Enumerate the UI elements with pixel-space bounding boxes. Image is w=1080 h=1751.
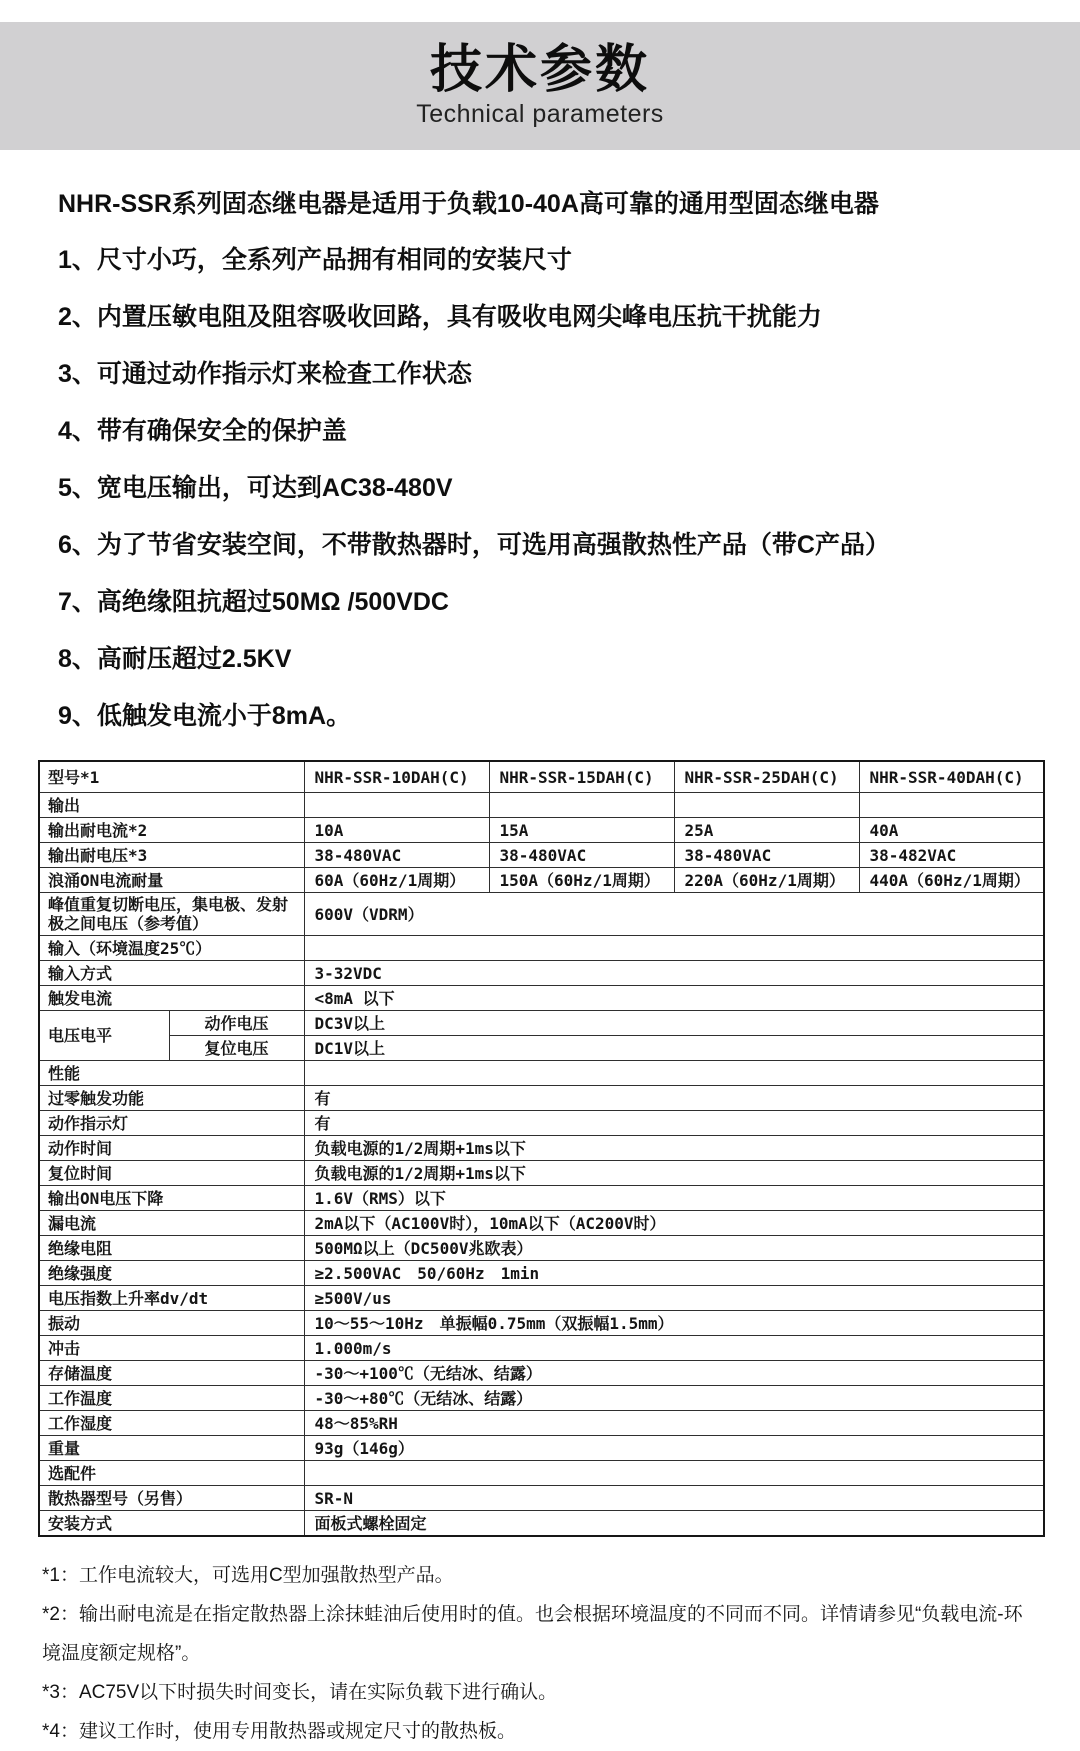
feature-item-9: 9、低触发电流小于8mA。 [58,702,352,730]
spec-label: 工作温度 [39,1386,304,1411]
spec-label: 电压电平 [39,1011,169,1061]
feature-list [58,247,1022,729]
spec-label: 型号*1 [39,761,304,793]
table-row [39,893,1044,936]
page-subtitle: Technical parameters [416,100,664,129]
footnote-3: *3：AC75V以下时损失时间变长，请在实际负载下进行确认。 [42,1682,558,1703]
table-row [39,1261,1044,1286]
spec-label: 输入方式 [39,961,304,986]
spec-value: 有 [304,1111,1044,1136]
table-row [39,1361,1044,1386]
table-row [39,1286,1044,1311]
feature-item-4: 4、带有确保安全的保护盖 [58,417,347,445]
table-row [39,868,1044,893]
spec-empty-cell [489,793,674,818]
page-title: 技术参数 [429,40,650,99]
table-row [39,818,1044,843]
table-row [39,1486,1044,1511]
footnote-4: *4：建议工作时，使用专用散热器或规定尺寸的散热板。 [42,1721,516,1742]
table-row [39,761,1044,793]
spec-label: 输出ON电压下降 [39,1186,304,1211]
spec-label: 绝缘电阻 [39,1236,304,1261]
spec-value: ≥2.500VAC 50/60Hz 1min [304,1261,1044,1286]
spec-value: 10～55～10Hz 单振幅0.75mm（双振幅1.5mm） [304,1311,1044,1336]
feature-item-3: 3、可通过动作指示灯来检查工作状态 [58,360,472,388]
feature-item-1: 1、尺寸小巧，全系列产品拥有相同的安装尺寸 [58,246,572,274]
spec-empty-cell [859,793,1044,818]
spec-value: 2mA以下（AC100V时），10mA以下（AC200V时） [304,1211,1044,1236]
spec-value: 38-480VAC [489,843,674,868]
spec-label: 触发电流 [39,986,304,1011]
spec-value: 500MΩ以上（DC500V兆欧表） [304,1236,1044,1261]
spec-label: 安装方式 [39,1511,304,1537]
table-row [39,1461,1044,1486]
spec-label: 输出耐电流*2 [39,818,304,843]
spec-value: 面板式螺栓固定 [304,1511,1044,1537]
spec-model: NHR-SSR-15DAH(C) [489,761,674,793]
table-row [39,843,1044,868]
spec-value: <8mA 以下 [304,986,1044,1011]
table-row [39,1086,1044,1111]
feature-item-2: 2、内置压敏电阻及阻容吸收回路，具有吸收电网尖峰电压抗干扰能力 [58,303,822,331]
spec-label: 峰值重复切断电压，集电极、发射极之间电压（参考值） [39,893,304,936]
spec-model: NHR-SSR-10DAH(C) [304,761,489,793]
spec-label: 复位时间 [39,1161,304,1186]
spec-value: DC1V以上 [304,1036,1044,1061]
spec-value: DC3V以上 [304,1011,1044,1036]
spec-label: 输出耐电压*3 [39,843,304,868]
spec-value: 38-482VAC [859,843,1044,868]
title-banner [0,22,1080,150]
table-row [39,1386,1044,1411]
spec-label: 存储温度 [39,1361,304,1386]
spec-label: 冲击 [39,1336,304,1361]
spec-empty-cell [304,793,489,818]
spec-value: 60A（60Hz/1周期） [304,868,489,893]
spec-value: 38-480VAC [674,843,859,868]
spec-value [304,1461,1044,1486]
spec-value: 40A [859,818,1044,843]
table-row [39,936,1044,961]
spec-label: 过零触发功能 [39,1086,304,1111]
spec-model: NHR-SSR-25DAH(C) [674,761,859,793]
spec-label: 性能 [39,1061,304,1086]
spec-label: 绝缘强度 [39,1261,304,1286]
spec-section-label: 输出 [39,793,304,818]
table-row [39,961,1044,986]
feature-item-7: 7、高绝缘阻抗超过50MΩ /500VDC [58,588,449,616]
spec-value: 150A（60Hz/1周期） [489,868,674,893]
spec-label: 动作时间 [39,1136,304,1161]
spec-value: 440A（60Hz/1周期） [859,868,1044,893]
spec-value: 15A [489,818,674,843]
intro-text: NHR-SSR系列固态继电器是适用于负载10-40A高可靠的通用型固态继电器 [58,190,879,218]
spec-value: 1.6V（RMS）以下 [304,1186,1044,1211]
table-row [39,1036,1044,1061]
spec-label: 重量 [39,1436,304,1461]
spec-value: 38-480VAC [304,843,489,868]
spec-value: -30～+80℃（无结冰、结露） [304,1386,1044,1411]
spec-value: ≥500V/us [304,1286,1044,1311]
table-row [39,1186,1044,1211]
spec-value: 10A [304,818,489,843]
spec-value: 负载电源的1/2周期+1ms以下 [304,1136,1044,1161]
table-row [39,986,1044,1011]
spec-value: 93g（146g） [304,1436,1044,1461]
spec-label: 工作湿度 [39,1411,304,1436]
table-row [39,1136,1044,1161]
spec-label: 振动 [39,1311,304,1336]
footnote-1: *1：工作电流较大，可选用C型加强散热型产品。 [42,1565,454,1586]
spec-value [304,1061,1044,1086]
spec-value [304,936,1044,961]
feature-section [0,191,1080,729]
spec-value: 25A [674,818,859,843]
spec-label: 浪涌ON电流耐量 [39,868,304,893]
feature-item-8: 8、高耐压超过2.5KV [58,645,292,673]
table-row [39,1411,1044,1436]
spec-value: SR-N [304,1486,1044,1511]
spec-empty-cell [674,793,859,818]
table-row [39,1161,1044,1186]
table-row [39,1111,1044,1136]
spec-value: 600V（VDRM） [304,893,1044,936]
table-row [39,1061,1044,1086]
spec-sublabel: 动作电压 [169,1011,304,1036]
feature-item-5: 5、宽电压输出，可达到AC38-480V [58,474,453,502]
footnotes [42,1556,1028,1751]
spec-label: 漏电流 [39,1211,304,1236]
spec-value: -30～+100℃（无结冰、结露） [304,1361,1044,1386]
table-row [39,1336,1044,1361]
table-row [39,1211,1044,1236]
spec-value: 负载电源的1/2周期+1ms以下 [304,1161,1044,1186]
spec-value: 48～85%RH [304,1411,1044,1436]
feature-item-6: 6、为了节省安装空间，不带散热器时，可选用高强散热性产品（带C产品） [58,531,890,559]
table-row [39,1011,1044,1036]
spec-value: 220A（60Hz/1周期） [674,868,859,893]
spec-label: 散热器型号（另售） [39,1486,304,1511]
spec-sublabel: 复位电压 [169,1036,304,1061]
table-row [39,1511,1044,1537]
spec-value: 1.000m/s [304,1336,1044,1361]
spec-label: 电压指数上升率dv/dt [39,1286,304,1311]
table-row [39,1311,1044,1336]
spec-value: 3-32VDC [304,961,1044,986]
spec-value: 有 [304,1086,1044,1111]
spec-label: 选配件 [39,1461,304,1486]
footnote-2: *2：输出耐电流是在指定散热器上涂抹蛙油后使用时的值。也会根据环境温度的不同而不同。详情请参见“负载电流-环境温度额定规格”。 [42,1604,1023,1664]
spec-model: NHR-SSR-40DAH(C) [859,761,1044,793]
spec-label: 动作指示灯 [39,1111,304,1136]
spec-label: 输入（环境温度25℃） [39,936,304,961]
spec-table [38,760,1045,1537]
table-row [39,1236,1044,1261]
table-row [39,793,1044,818]
table-row [39,1436,1044,1461]
